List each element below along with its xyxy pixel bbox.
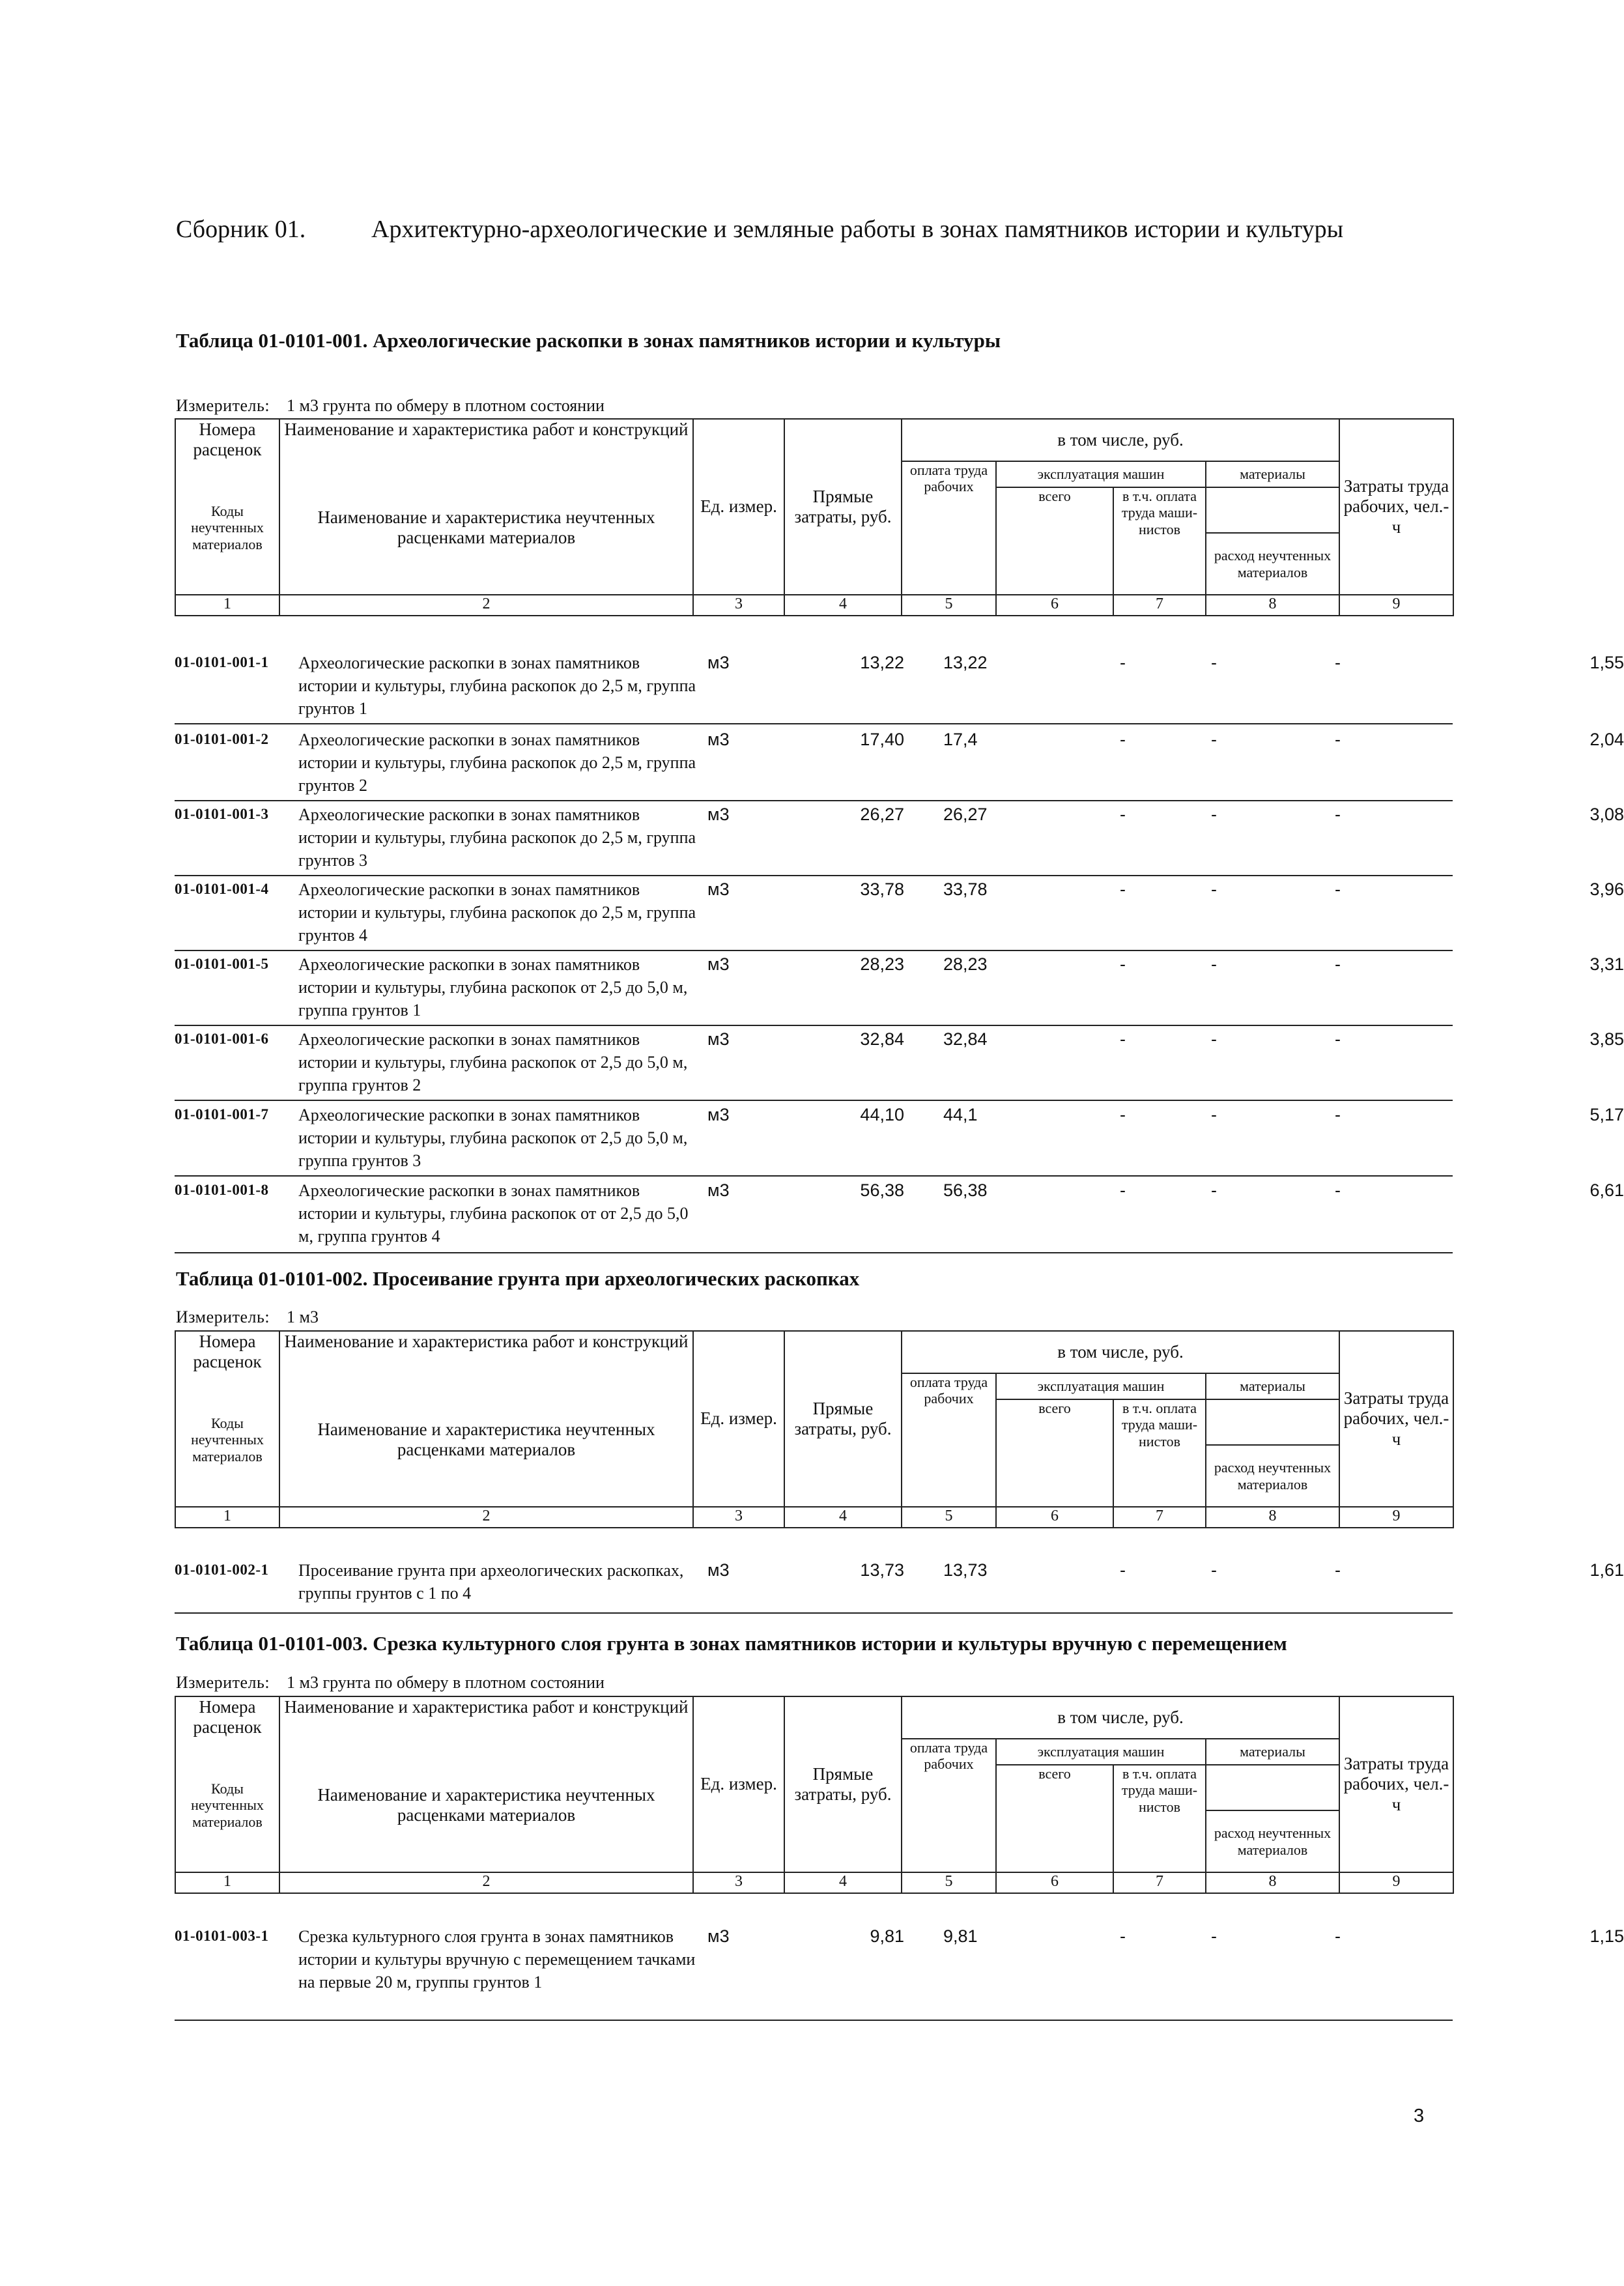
- header-labor-costs: Затраты труда рабочих, чел.-ч: [1339, 1696, 1453, 1872]
- col-number: 4: [784, 1872, 902, 1893]
- unit-of-measure: м3: [707, 730, 730, 749]
- machine-total: -: [1120, 1029, 1126, 1049]
- direct-costs: 33,78: [860, 879, 904, 899]
- unit-of-measure: м3: [707, 954, 730, 974]
- header-unit: Ед. измер.: [693, 1331, 784, 1507]
- machine-total: -: [1120, 653, 1126, 672]
- meter-label: Измеритель:: [176, 1307, 270, 1326]
- header-materials: материалы: [1206, 1739, 1339, 1765]
- rate-code: 01-0101-003-1: [175, 1928, 269, 1944]
- direct-costs: 17,40: [860, 730, 904, 749]
- machinist-pay: -: [1211, 879, 1217, 899]
- table-row: [175, 1925, 1624, 2021]
- rate-description: Просеивание грунта при археологических раскопках, группы грунтов с 1 по 4: [298, 1561, 684, 1603]
- rate-description: Археологические раскопки в зонах памятников истории и культуры, глубина раскопок до 2,5 м, группа грунтов 1: [298, 653, 696, 718]
- materials: -: [1335, 1560, 1341, 1580]
- machine-total: -: [1120, 730, 1126, 749]
- collection-title: Архитектурно-археологические и земляные работы в зонах памятников истории и культуры: [371, 216, 1344, 243]
- worker-pay: 56,38: [943, 1180, 988, 1200]
- machinist-pay: -: [1211, 805, 1217, 824]
- unit-of-measure: м3: [707, 1180, 730, 1200]
- rate-code: 01-0101-001-3: [175, 806, 269, 822]
- collection-heading: [176, 215, 1479, 244]
- col-number: 3: [693, 1872, 784, 1893]
- worker-pay: 26,27: [943, 805, 988, 824]
- rate-code: 01-0101-001-2: [175, 731, 269, 747]
- header-labor-costs: Затраты труда рабочих, чел.-ч: [1339, 1331, 1453, 1507]
- col-number: 6: [996, 595, 1113, 616]
- table-row: [175, 953, 1624, 1026]
- col-number: 5: [902, 1507, 996, 1528]
- rate-code: 01-0101-001-7: [175, 1106, 269, 1122]
- labor-costs: 3,08: [1589, 805, 1624, 824]
- table-row: [175, 1104, 1624, 1177]
- header-labor-costs: Затраты труда рабочих, чел.-ч: [1339, 419, 1453, 595]
- col-number: 5: [902, 595, 996, 616]
- header-machine-total: всего: [996, 487, 1113, 595]
- table-row: [175, 1028, 1624, 1101]
- labor-costs: 6,61: [1589, 1180, 1624, 1200]
- direct-costs: 56,38: [860, 1180, 904, 1200]
- rate-description: Археологические раскопки в зонах памятников истории и культуры, глубина раскопок до 2,5 м, группа грунтов 4: [298, 880, 696, 945]
- col-number: 5: [902, 1872, 996, 1893]
- table-3-meter: [176, 1673, 605, 1693]
- unit-of-measure: м3: [707, 1029, 730, 1049]
- header-material-consumption: расход неучтенных материалов: [1206, 533, 1339, 595]
- table-3-title: Таблица 01-0101-003. Срезка культурного слоя грунта в зонах памятников истории и культуры вручную с перемещением: [176, 1632, 1287, 1655]
- col-number: 7: [1113, 595, 1206, 616]
- col-number: 9: [1339, 595, 1453, 616]
- col-number: 9: [1339, 1507, 1453, 1528]
- table-row: [175, 803, 1624, 876]
- rate-description: Археологические раскопки в зонах памятников истории и культуры, глубина раскопок от 2,5 до 5,0 м, группа грунтов 1: [298, 955, 688, 1020]
- machinist-pay: -: [1211, 1105, 1217, 1124]
- machine-total: -: [1120, 1560, 1126, 1580]
- col-number: 1: [175, 1507, 279, 1528]
- labor-costs: 3,96: [1589, 879, 1624, 899]
- worker-pay: 28,23: [943, 954, 988, 974]
- worker-pay: 32,84: [943, 1029, 988, 1049]
- worker-pay: 13,22: [943, 653, 988, 672]
- machine-total: -: [1120, 1180, 1126, 1200]
- direct-costs: 28,23: [860, 954, 904, 974]
- col-number: 2: [279, 1872, 693, 1893]
- unit-of-measure: м3: [707, 879, 730, 899]
- header-machinist-pay: в т.ч. оплата труда маши-нистов: [1113, 487, 1206, 595]
- header-material-codes: Коды неучтенных материалов: [175, 1739, 279, 1872]
- machinist-pay: -: [1211, 1560, 1217, 1580]
- header-machine-operation: эксплуатация машин: [996, 1739, 1206, 1765]
- rate-code: 01-0101-001-8: [175, 1182, 269, 1198]
- header-work-name: Наименование и характеристика работ и конструкций: [279, 1331, 693, 1373]
- table-1-title: Таблица 01-0101-001. Археологические раскопки в зонах памятников истории и культуры: [176, 329, 1001, 352]
- direct-costs: 13,73: [860, 1560, 904, 1580]
- rate-description: Археологические раскопки в зонах памятников истории и культуры, глубина раскопок от 2,5 до 5,0 м, группа грунтов 3: [298, 1106, 688, 1170]
- header-rate-numbers: Номера расценок: [175, 1331, 279, 1373]
- direct-costs: 9,81: [870, 1926, 904, 1946]
- header-worker-pay: оплата труда рабочих: [902, 461, 996, 595]
- meter-value: 1 м3 грунта по обмеру в плотном состоянии: [287, 1673, 605, 1692]
- labor-costs: 3,85: [1589, 1029, 1624, 1049]
- header-rate-numbers: Номера расценок: [175, 419, 279, 461]
- col-number: 8: [1206, 595, 1339, 616]
- direct-costs: 26,27: [860, 805, 904, 824]
- table-header: [175, 1330, 1454, 1528]
- table-2-meter: [176, 1307, 319, 1327]
- rate-description: Срезка культурного слоя грунта в зонах памятников истории и культуры вручную с перемещением тачками на первые 20 м, группы грунтов 1: [298, 1927, 696, 1992]
- rate-description: Археологические раскопки в зонах памятников истории и культуры, глубина раскопок от от 2,5 до 5,0 м, группа грунтов 4: [298, 1181, 689, 1246]
- header-including: в том числе, руб.: [902, 1331, 1339, 1373]
- col-number: 7: [1113, 1872, 1206, 1893]
- meter-value: 1 м3: [287, 1307, 319, 1326]
- unit-of-measure: м3: [707, 1105, 730, 1124]
- header-rate-numbers: Номера расценок: [175, 1696, 279, 1739]
- header-direct-costs: Прямые затраты, руб.: [784, 419, 902, 595]
- worker-pay: 33,78: [943, 879, 988, 899]
- materials: -: [1335, 653, 1341, 672]
- table-2-title: Таблица 01-0101-002. Просеивание грунта при археологических раскопках: [176, 1267, 860, 1290]
- meter-label: Измеритель:: [176, 396, 270, 415]
- meter-value: 1 м3 грунта по обмеру в плотном состоянии: [287, 396, 605, 415]
- direct-costs: 32,84: [860, 1029, 904, 1049]
- table-header: [175, 418, 1454, 616]
- machine-total: -: [1120, 879, 1126, 899]
- machine-total: -: [1120, 1926, 1126, 1946]
- header-machinist-pay: в т.ч. оплата труда маши-нистов: [1113, 1765, 1206, 1872]
- worker-pay: 13,73: [943, 1560, 988, 1580]
- col-number: 3: [693, 595, 784, 616]
- table-row: [175, 1559, 1624, 1614]
- header-machine-operation: эксплуатация машин: [996, 461, 1206, 487]
- col-number: 4: [784, 595, 902, 616]
- header-material-codes: Коды неучтенных материалов: [175, 1373, 279, 1507]
- header-machine-total: всего: [996, 1399, 1113, 1507]
- unit-of-measure: м3: [707, 653, 730, 672]
- table-row: [175, 878, 1624, 951]
- header-material-codes: Коды неучтенных материалов: [175, 461, 279, 595]
- table-header: [175, 1696, 1454, 1894]
- header-direct-costs: Прямые затраты, руб.: [784, 1696, 902, 1872]
- machinist-pay: -: [1211, 730, 1217, 749]
- header-unit: Ед. измер.: [693, 419, 784, 595]
- table-row: [175, 651, 1624, 724]
- materials: -: [1335, 954, 1341, 974]
- rate-description: Археологические раскопки в зонах памятников истории и культуры, глубина раскопок от 2,5 до 5,0 м, группа грунтов 2: [298, 1030, 688, 1094]
- page-number: 3: [1414, 2106, 1425, 2126]
- header-materials-blank: [1206, 1765, 1339, 1810]
- rate-description: Археологические раскопки в зонах памятников истории и культуры, глубина раскопок до 2,5 м, группа грунтов 3: [298, 805, 696, 870]
- materials: -: [1335, 1180, 1341, 1200]
- col-number: 9: [1339, 1872, 1453, 1893]
- header-material-name: Наименование и характеристика неучтенных расценками материалов: [279, 1739, 693, 1872]
- materials: -: [1335, 1926, 1341, 1946]
- labor-costs: 5,17: [1589, 1105, 1624, 1124]
- rate-code: 01-0101-001-6: [175, 1031, 269, 1047]
- unit-of-measure: м3: [707, 1926, 730, 1946]
- direct-costs: 44,10: [860, 1105, 904, 1124]
- rate-code: 01-0101-001-4: [175, 881, 269, 897]
- machinist-pay: -: [1211, 1180, 1217, 1200]
- header-materials: материалы: [1206, 1373, 1339, 1399]
- machine-total: -: [1120, 805, 1126, 824]
- machine-total: -: [1120, 1105, 1126, 1124]
- header-machinist-pay: в т.ч. оплата труда маши-нистов: [1113, 1399, 1206, 1507]
- header-direct-costs: Прямые затраты, руб.: [784, 1331, 902, 1507]
- collection-number: Сборник 01.: [176, 216, 306, 243]
- direct-costs: 13,22: [860, 653, 904, 672]
- labor-costs: 3,31: [1589, 954, 1624, 974]
- labor-costs: 1,61: [1589, 1560, 1624, 1580]
- machinist-pay: -: [1211, 653, 1217, 672]
- header-unit: Ед. измер.: [693, 1696, 784, 1872]
- machinist-pay: -: [1211, 954, 1217, 974]
- header-material-name: Наименование и характеристика неучтенных расценками материалов: [279, 461, 693, 595]
- materials: -: [1335, 879, 1341, 899]
- rate-code: 01-0101-002-1: [175, 1562, 269, 1578]
- header-work-name: Наименование и характеристика работ и конструкций: [279, 419, 693, 461]
- col-number: 1: [175, 595, 279, 616]
- materials: -: [1335, 805, 1341, 824]
- col-number: 2: [279, 595, 693, 616]
- unit-of-measure: м3: [707, 805, 730, 824]
- header-materials: материалы: [1206, 461, 1339, 487]
- table-row: [175, 1179, 1624, 1253]
- header-machine-operation: эксплуатация машин: [996, 1373, 1206, 1399]
- machine-total: -: [1120, 954, 1126, 974]
- rate-code: 01-0101-001-5: [175, 956, 269, 972]
- header-machine-total: всего: [996, 1765, 1113, 1872]
- labor-costs: 1,15: [1589, 1926, 1624, 1946]
- materials: -: [1335, 1029, 1341, 1049]
- rate-code: 01-0101-001-1: [175, 654, 269, 670]
- labor-costs: 1,55: [1589, 653, 1624, 672]
- col-number: 1: [175, 1872, 279, 1893]
- header-materials-blank: [1206, 1399, 1339, 1445]
- col-number: 2: [279, 1507, 693, 1528]
- col-number: 8: [1206, 1507, 1339, 1528]
- labor-costs: 2,04: [1589, 730, 1624, 749]
- header-material-consumption: расход неучтенных материалов: [1206, 1445, 1339, 1507]
- col-number: 6: [996, 1872, 1113, 1893]
- header-worker-pay: оплата труда рабочих: [902, 1373, 996, 1507]
- header-materials-blank: [1206, 487, 1339, 533]
- col-number: 6: [996, 1507, 1113, 1528]
- materials: -: [1335, 1105, 1341, 1124]
- col-number: 8: [1206, 1872, 1339, 1893]
- header-including: в том числе, руб.: [902, 419, 1339, 461]
- rate-description: Археологические раскопки в зонах памятников истории и культуры, глубина раскопок до 2,5 м, группа грунтов 2: [298, 730, 696, 795]
- header-including: в том числе, руб.: [902, 1696, 1339, 1739]
- header-worker-pay: оплата труда рабочих: [902, 1739, 996, 1872]
- materials: -: [1335, 730, 1341, 749]
- header-work-name: Наименование и характеристика работ и конструкций: [279, 1696, 693, 1739]
- machinist-pay: -: [1211, 1029, 1217, 1049]
- machinist-pay: -: [1211, 1926, 1217, 1946]
- col-number: 7: [1113, 1507, 1206, 1528]
- table-row: [175, 728, 1624, 801]
- worker-pay: 44,1: [943, 1105, 978, 1124]
- header-material-name: Наименование и характеристика неучтенных расценками материалов: [279, 1373, 693, 1507]
- worker-pay: 9,81: [943, 1926, 978, 1946]
- meter-label: Измеритель:: [176, 1673, 270, 1692]
- unit-of-measure: м3: [707, 1560, 730, 1580]
- col-number: 3: [693, 1507, 784, 1528]
- table-1-meter: [176, 396, 605, 416]
- worker-pay: 17,4: [943, 730, 978, 749]
- header-material-consumption: расход неучтенных материалов: [1206, 1810, 1339, 1872]
- col-number: 4: [784, 1507, 902, 1528]
